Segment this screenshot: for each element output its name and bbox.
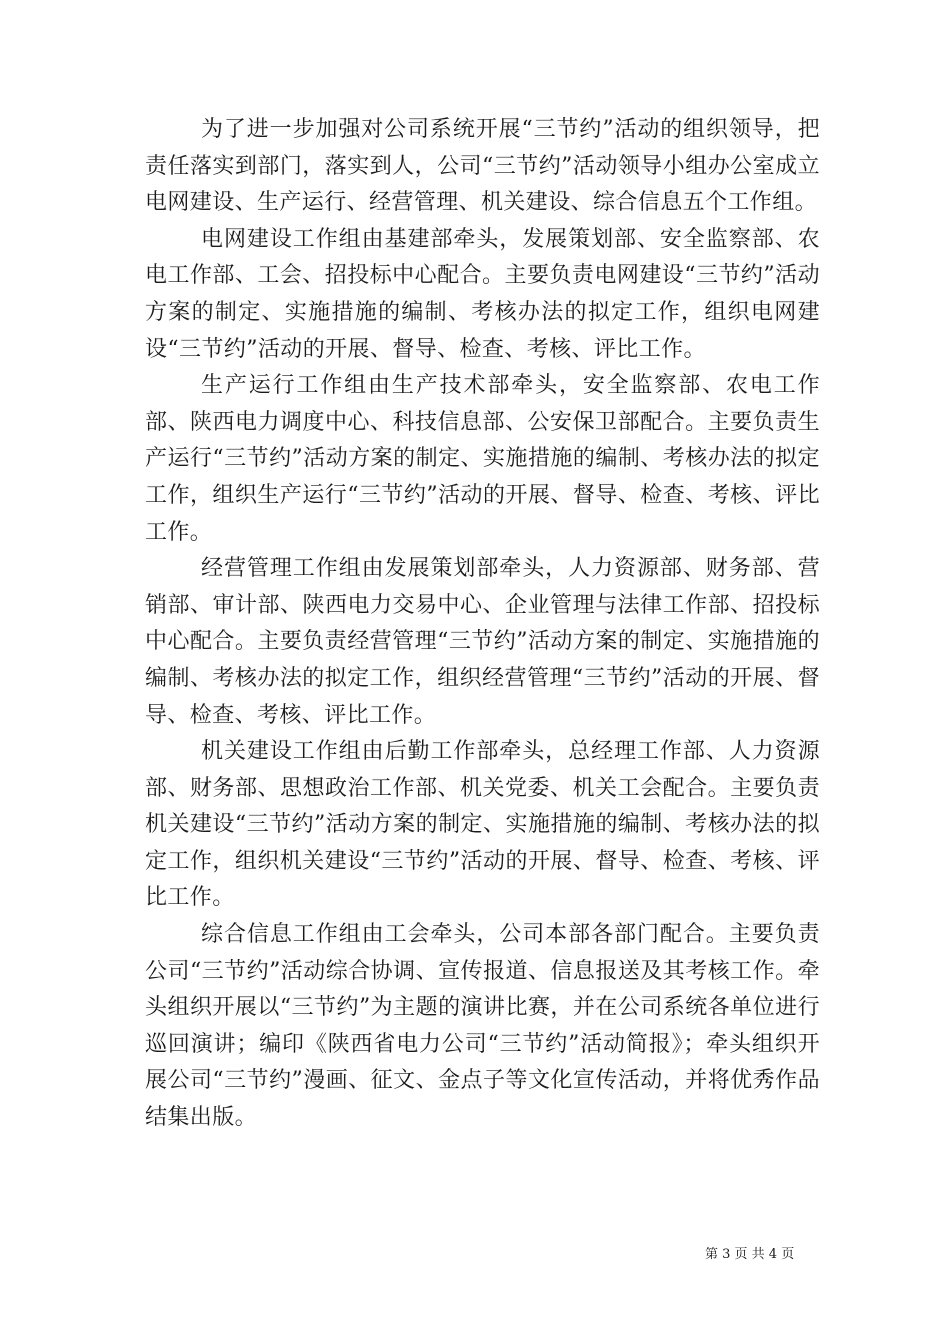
document-body xyxy=(145,112,820,1137)
page-number-footer: 第 3 页 共 4 页 xyxy=(705,1247,795,1262)
paragraph-office-construction-group: 机关建设工作组由后勤工作部牵头，总经理工作部、人力资源部、财务部、思想政治工作部、机关党委、机关工会配合。主要负责机关建设“三节约”活动方案的制定、实施措施的编制、考核办法的拟定工作，组织机关建设“三节约”活动的开展、督导、检查、考核、评比工作。 xyxy=(145,739,820,911)
paragraph-business-management-group: 经营管理工作组由发展策划部牵头，人力资源部、财务部、营销部、审计部、陕西电力交易中心、企业管理与法律工作部、招投标中心配合。主要负责经营管理“三节约”活动方案的制定、实施措施的编制、考核办法的拟定工作，组织经营管理“三节约”活动的开展、督导、检查、考核、评比工作。 xyxy=(145,556,820,728)
paragraph-production-operation-group: 生产运行工作组由生产技术部牵头，安全监察部、农电工作部、陕西电力调度中心、科技信息部、公安保卫部配合。主要负责生产运行“三节约”活动方案的制定、实施措施的编制、考核办法的拟定工作，组织生产运行“三节约”活动的开展、督导、检查、考核、评比工作。 xyxy=(145,373,820,545)
paragraph-comprehensive-info-group: 综合信息工作组由工会牵头，公司本部各部门配合。主要负责公司“三节约”活动综合协调、宣传报道、信息报送及其考核工作。牵头组织开展以“三节约”为主题的演讲比赛，并在公司系统各单位进行巡回演讲；编印《陕西省电力公司“三节约”活动简报》；牵头组织开展公司“三节约”漫画、征文、金点子等文化宣传活动，并将优秀作品结集出版。 xyxy=(145,922,820,1131)
paragraph-work-groups-intro: 为了进一步加强对公司系统开展“三节约”活动的组织领导，把责任落实到部门，落实到人，公司“三节约”活动领导小组办公室成立电网建设、生产运行、经营管理、机关建设、综合信息五个工作组。 xyxy=(145,117,820,216)
paragraph-grid-construction-group: 电网建设工作组由基建部牵头，发展策划部、安全监察部、农电工作部、工会、招投标中心配合。主要负责电网建设“三节约”活动方案的制定、实施措施的编制、考核办法的拟定工作，组织电网建设“三节约”活动的开展、督导、检查、考核、评比工作。 xyxy=(145,226,820,362)
